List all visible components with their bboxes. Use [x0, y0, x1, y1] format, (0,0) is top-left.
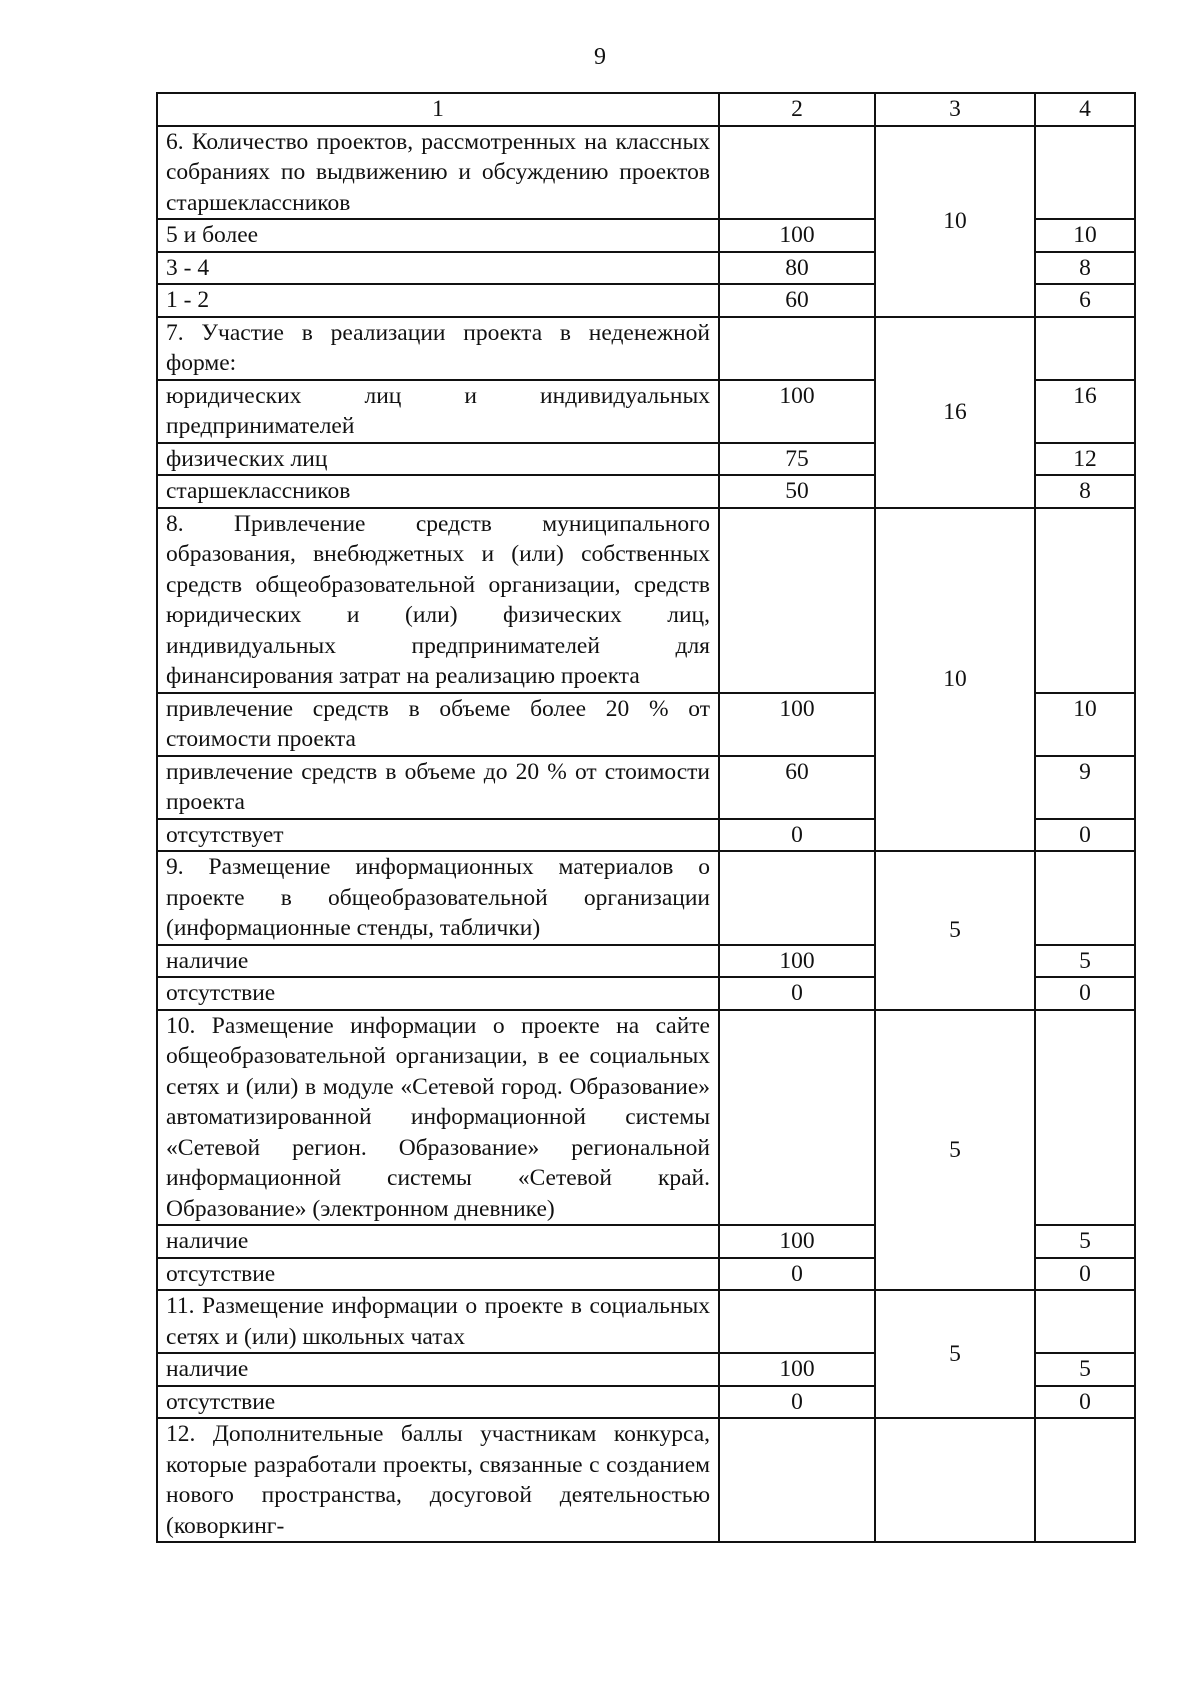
option-percent: 80	[719, 252, 875, 285]
option-score: 0	[1035, 1258, 1135, 1291]
table-row	[157, 126, 1135, 220]
option-label: отсутствует	[157, 819, 719, 852]
option-label: старшеклассников	[157, 475, 719, 508]
table-cell	[719, 317, 875, 380]
option-percent: 100	[719, 693, 875, 756]
option-label: наличие	[157, 1225, 719, 1258]
option-percent: 100	[719, 380, 875, 443]
header-col-2: 2	[719, 93, 875, 126]
option-label: привлечение средств в объеме более 20 % от стоимости проекта	[157, 693, 719, 756]
table-row	[157, 1418, 1135, 1542]
table-cell	[719, 126, 875, 220]
table-row	[157, 1290, 1135, 1353]
criterion-weight: 5	[875, 851, 1035, 1010]
option-score: 8	[1035, 252, 1135, 285]
table-header-row	[157, 93, 1135, 126]
option-score: 8	[1035, 475, 1135, 508]
option-percent: 50	[719, 475, 875, 508]
option-label: 1 - 2	[157, 284, 719, 317]
criterion-title: 11. Размещение информации о проекте в социальных сетях и (или) школьных чатах	[157, 1290, 719, 1353]
option-percent: 100	[719, 219, 875, 252]
option-label: наличие	[157, 945, 719, 978]
option-percent: 100	[719, 1225, 875, 1258]
option-label: отсутствие	[157, 1258, 719, 1291]
table-cell	[1035, 317, 1135, 380]
option-score: 5	[1035, 1225, 1135, 1258]
criterion-title: 8. Привлечение средств муниципального образования, внебюджетных и (или) собственных средств общеобразовательной организации, средств юридических и (или) физических лиц, индивидуальных предпринимателей для финансирования затрат на реализацию проекта	[157, 508, 719, 693]
option-score: 0	[1035, 819, 1135, 852]
option-score: 10	[1035, 219, 1135, 252]
criterion-weight: 10	[875, 126, 1035, 317]
table-cell	[1035, 1010, 1135, 1226]
option-percent: 0	[719, 977, 875, 1010]
table-cell	[719, 1418, 875, 1542]
option-percent: 75	[719, 443, 875, 476]
table-cell	[719, 508, 875, 693]
table-cell	[1035, 851, 1135, 945]
option-percent: 100	[719, 1353, 875, 1386]
option-score: 0	[1035, 1386, 1135, 1419]
option-score: 12	[1035, 443, 1135, 476]
option-label: физических лиц	[157, 443, 719, 476]
option-percent: 0	[719, 819, 875, 852]
table-cell	[1035, 1290, 1135, 1353]
option-label: юридических лиц и индивидуальных предпринимателей	[157, 380, 719, 443]
option-score: 0	[1035, 977, 1135, 1010]
option-score: 5	[1035, 945, 1135, 978]
criterion-weight: 10	[875, 508, 1035, 852]
option-score: 16	[1035, 380, 1135, 443]
table-cell	[1035, 508, 1135, 693]
table-row	[157, 851, 1135, 945]
option-label: наличие	[157, 1353, 719, 1386]
table-cell	[719, 851, 875, 945]
table-cell	[719, 1290, 875, 1353]
option-label: 3 - 4	[157, 252, 719, 285]
header-col-3: 3	[875, 93, 1035, 126]
table-cell	[875, 1418, 1035, 1542]
criterion-weight: 5	[875, 1010, 1035, 1291]
option-percent: 0	[719, 1258, 875, 1291]
option-percent: 60	[719, 284, 875, 317]
header-col-1: 1	[157, 93, 719, 126]
table-row	[157, 317, 1135, 380]
criterion-weight: 5	[875, 1290, 1035, 1418]
header-col-4: 4	[1035, 93, 1135, 126]
table-row	[157, 1010, 1135, 1226]
option-score: 5	[1035, 1353, 1135, 1386]
criterion-title: 6. Количество проектов, рассмотренных на классных собраниях по выдвижению и обсуждению проектов старшеклассников	[157, 126, 719, 220]
option-label: 5 и более	[157, 219, 719, 252]
table-cell	[1035, 126, 1135, 220]
option-label: привлечение средств в объеме до 20 % от стоимости проекта	[157, 756, 719, 819]
table-cell	[719, 1010, 875, 1226]
criterion-title: 7. Участие в реализации проекта в неденежной форме:	[157, 317, 719, 380]
option-label: отсутствие	[157, 1386, 719, 1419]
option-score: 9	[1035, 756, 1135, 819]
criterion-weight: 16	[875, 317, 1035, 508]
criterion-title: 10. Размещение информации о проекте на сайте общеобразовательной организации, в ее социальных сетях и (или) в модуле «Сетевой город. Образование» автоматизированной информационной системы «Сетевой регион. Образование» региональной информационной системы «Сетевой край. Образование» (электронном дневнике)	[157, 1010, 719, 1226]
criterion-title: 12. Дополнительные баллы участникам конкурса, которые разработали проекты, связанные с созданием нового пространства, досуговой деятельностью (коворкинг-	[157, 1418, 719, 1542]
option-label: отсутствие	[157, 977, 719, 1010]
option-score: 6	[1035, 284, 1135, 317]
option-percent: 60	[719, 756, 875, 819]
option-percent: 0	[719, 1386, 875, 1419]
table-row	[157, 508, 1135, 693]
page-number: 9	[594, 44, 606, 70]
option-percent: 100	[719, 945, 875, 978]
table-cell	[1035, 1418, 1135, 1542]
criterion-title: 9. Размещение информационных материалов о проекте в общеобразовательной организации (информационные стенды, таблички)	[157, 851, 719, 945]
option-score: 10	[1035, 693, 1135, 756]
criteria-table	[156, 92, 1136, 1543]
